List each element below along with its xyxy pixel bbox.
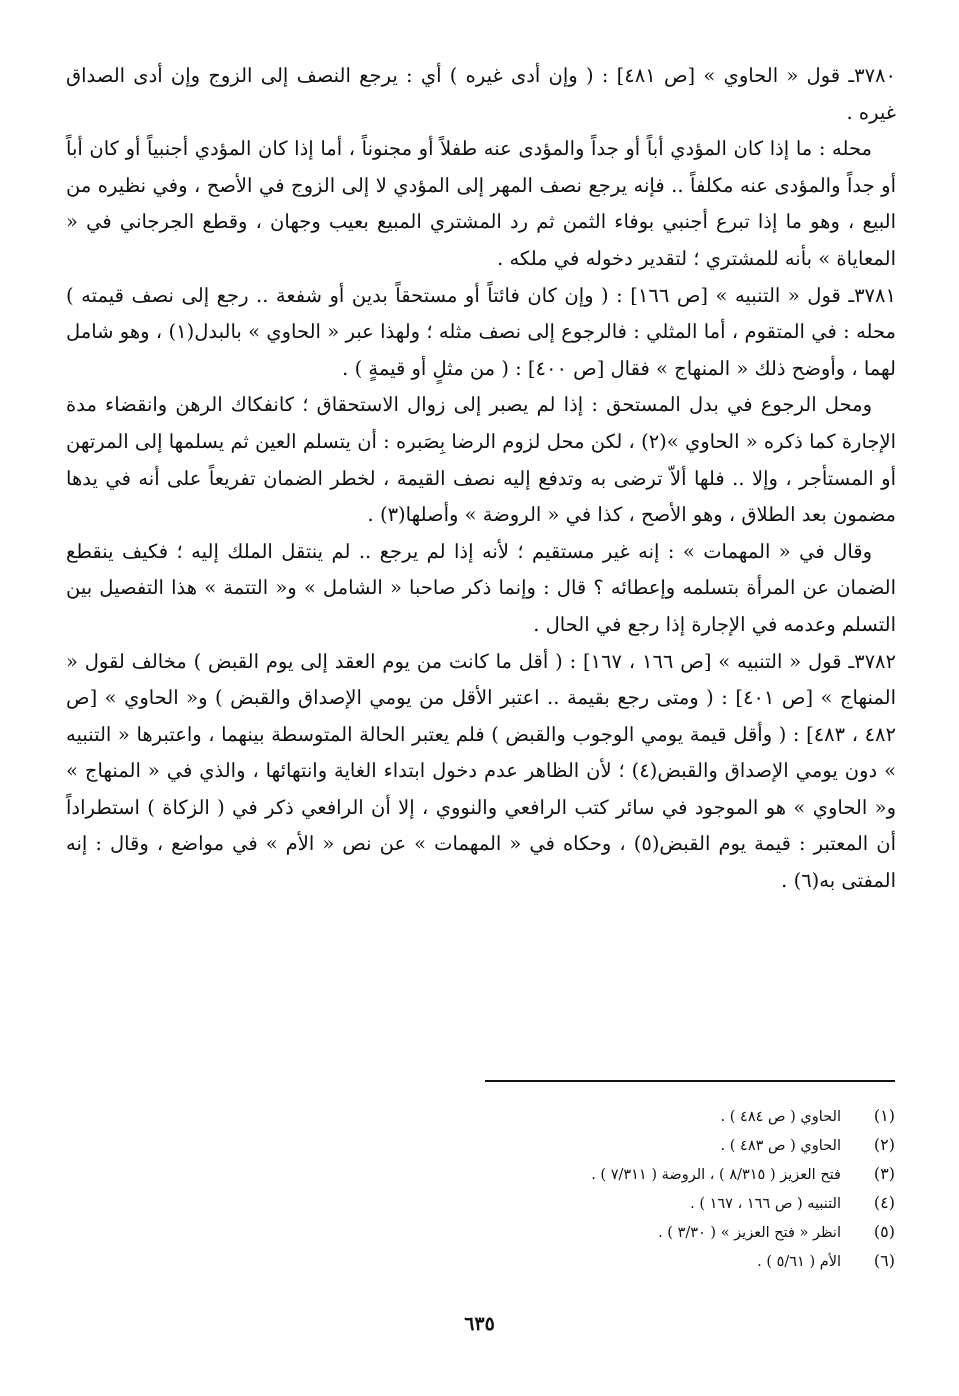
footnote-text: الحاوي ( ص ٤٨٣ ) .: [720, 1138, 841, 1154]
footnote-text: انظر « فتح العزيز » ( ٣/٣٠ ) .: [658, 1225, 841, 1241]
paragraph-3781-muhimmat: وقال في « المهمات » : إنه غير مستقيم ؛ لأنه إذا لم يرجع .. لم ينتقل الملك إليه ؛ فكيف ينقطع الضمان عن المرأة بتسلمه وإعطائه ؟ قال : وإنما ذكر صاحبا « الشامل » و« التتمة » هذا التفصيل بين التسلم وعدمه في الإجارة إذا رجع في الحال .: [66, 539, 896, 636]
footnote-text: التنبيه ( ص ١٦٦ ، ١٦٧ ) .: [690, 1196, 841, 1212]
footnote-number: (٦): [873, 1251, 895, 1270]
footnote-item: [195, 1189, 895, 1218]
paragraph-3782: ٣٧٨٢ـ قول « التنبيه » [ص ١٦٦ ، ١٦٧] : ( أقل ما كانت من يوم العقد إلى يوم القبض ) مخالف لقول « المنهاج » [ص ٤٠١] : ( ومتى رجع بقيمة .. اعتبر الأقل من يومي الإصداق والقبض ) و« الحاوي » [ص ٤٨٢ ، ٤٨٣] : ( وأقل قيمة يومي الوجوب والقبض ) فلم يعتبر الحالة المتوسطة بينهما ، واعتبرها « التنبيه » دون يومي الإصداق والقبض(٤) ؛ لأن الظاهر عدم دخول ابتداء الغاية وانتهائها ، والذي في « المنهاج » و« الحاوي » هو الموجود في سائر كتب الرافعي والنووي ، إلا أن الرافعي ذكر في ( الزكاة ) استطراداً أن المعتبر : قيمة يوم القبض(٥) ، وحكاه في « المهمات » عن نص « الأم » في مواضع ، وقال : إنه المفتى به(٦) .: [66, 649, 897, 893]
footnote-divider: [485, 1080, 895, 1082]
page-number: ٦٣٥: [464, 1313, 495, 1335]
paragraph-3781: ٣٧٨١ـ قول « التنبيه » [ص ١٦٦] : ( وإن كان فائتاً أو مستحقاً بدين أو شفعة .. رجع إلى نصف قيمته ) محله : في المتقوم ، أما المثلي : فالرجوع إلى نصف مثله ؛ ولهذا عبر « الحاوي » بالبدل(١) ، وهو شامل لهما ، وأوضح ذلك « المنهاج » فقال [ص ٤٠٠] : ( من مثلٍ أو قيمةٍ ) .: [66, 283, 897, 380]
footnote-item: [195, 1218, 895, 1247]
footnote-number: (٣): [873, 1164, 895, 1183]
page-body: [66, 58, 896, 900]
footnote-item: [195, 1160, 895, 1189]
footnote-number: (٥): [873, 1222, 895, 1241]
paragraph-3781-commentary: ومحل الرجوع في بدل المستحق : إذا لم يصبر إلى زوال الاستحقاق ؛ كانفكاك الرهن وانقضاء مدة الإجارة كما ذكره « الحاوي »(٢) ، لكن محل لزوم الرضا بِصَبره : أن يتسلم العين ثم يسلمها إلى المرتهن أو المستأجر ، وإلا .. فلها ألاّ ترضى به وتدفع إليه نصف القيمة ، لخطر الضمان تفريعاً على أنه في يدها مضمون بعد الطلاق ، وهو الأصح ، كذا في « الروضة » وأصلها(٣) .: [66, 393, 897, 527]
footnote-item: [195, 1247, 895, 1276]
footnote-number: (٢): [873, 1135, 895, 1154]
footnote-number: (٤): [873, 1193, 895, 1212]
paragraph-3780: ٣٧٨٠ـ قول « الحاوي » [ص ٤٨١] : ( وإن أدى غيره ) أي : يرجع النصف إلى الزوج وإن أدى الصداق غيره .: [66, 64, 896, 124]
paragraph-3780-commentary: محله : ما إذا كان المؤدي أباً أو جداً والمؤدى عنه طفلاً أو مجنوناً ، أما إذا كان المؤدي أجنبياً أو كان أباً أو جداً والمؤدى عنه مكلفاً .. فإنه يرجع نصف المهر إلى المؤدي لا إلى الزوج في الأصح ، وفي نظيره من البيع ، وهو ما إذا تبرع أجنبي بوفاء الثمن ثم رد المشتري المبيع بعيب وجهان ، وقطع الجرجاني في « المعاياة » بأنه للمشتري ؛ لتقدير دخوله في ملكه .: [66, 137, 896, 270]
footnote-text: الأم ( ٥/٦١ ) .: [757, 1254, 841, 1270]
footnote-text: فتح العزيز ( ٨/٣١٥ ) ، الروضة ( ٧/٣١١ ) .: [591, 1167, 841, 1183]
footnote-text: الحاوي ( ص ٤٨٤ ) .: [720, 1109, 841, 1125]
footnote-item: [195, 1131, 895, 1160]
footnote-item: [195, 1102, 895, 1131]
footnotes-list: [195, 1102, 895, 1276]
footnote-number: (١): [873, 1106, 895, 1125]
